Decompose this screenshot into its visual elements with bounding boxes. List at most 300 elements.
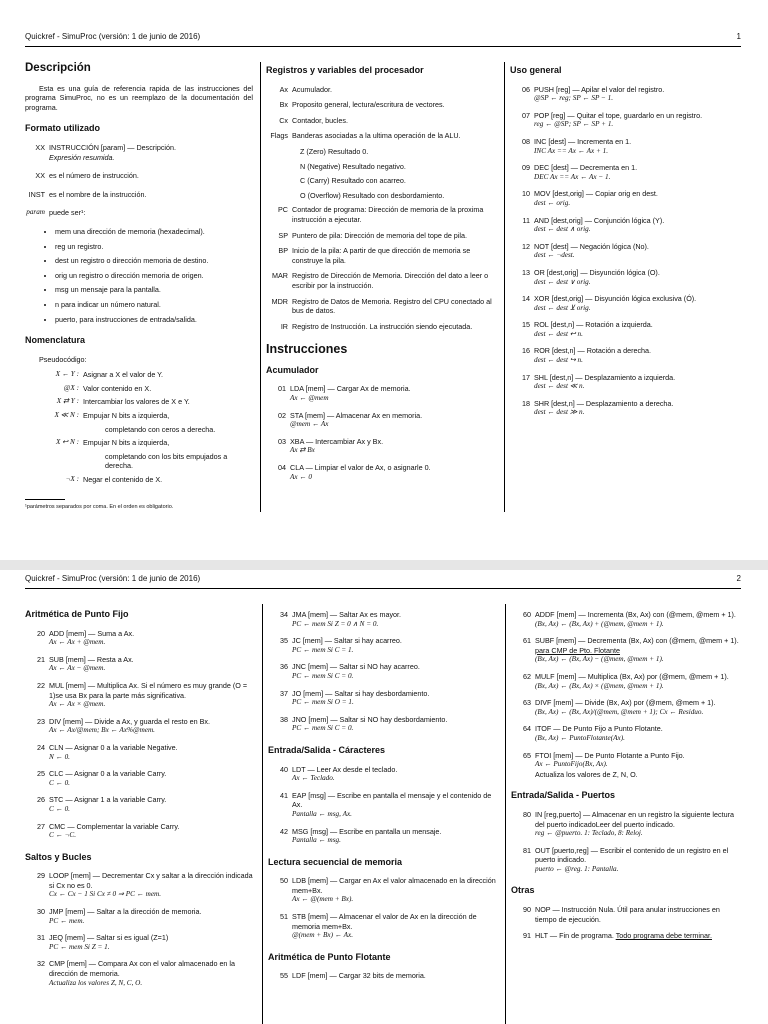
instruction-body <box>535 636 741 665</box>
register-list <box>266 85 500 141</box>
instruction-code: 08 <box>522 136 530 146</box>
instruction-body <box>534 111 740 130</box>
instruction-expression: Pantalla ← msg. <box>292 836 341 845</box>
instruction-body <box>292 662 498 681</box>
instruction-list <box>268 610 500 734</box>
list-item: • msg un mensaje para la pantalla. <box>55 285 253 295</box>
instruction-text: CMP [mem] — Compara Ax con el valor almacenado en la dirección de memoria. <box>49 959 236 979</box>
instruction-text: NOT [dest] — Negación lógica (No). <box>534 241 649 251</box>
instruction-item <box>266 411 500 430</box>
footnote: ¹parámetros separados por coma. En el orden es obligatorio. <box>25 499 65 513</box>
flag-item: C (Carry) Resultado con acarreo. <box>300 176 406 186</box>
instruction-code: 91 <box>523 931 531 941</box>
instruction-text: NOP — Instrucción Nula. Útil para anular instrucciones en tiempo de ejecución. <box>535 905 720 924</box>
instruction-item <box>268 791 500 820</box>
nomenclature-meaning: completando con los bits empujados a derecha. <box>105 451 228 471</box>
column-separator <box>504 62 505 512</box>
register-item <box>266 322 500 332</box>
instruction-body <box>535 846 741 875</box>
instruction-expression: PC ← mem. <box>49 916 85 925</box>
list-item: • dest un registro o dirección memoria de destino. <box>55 256 253 266</box>
instruction-code: 06 <box>522 84 530 94</box>
instruction-body <box>49 655 253 674</box>
instruction-text: XBA — Intercambiar Ax y Bx. <box>290 436 384 446</box>
instruction-item <box>25 959 255 988</box>
nomenclature-row <box>25 425 253 435</box>
instruction-code: 26 <box>37 795 45 805</box>
instruction-body <box>534 85 740 104</box>
section-title: Uso general <box>510 65 562 75</box>
instruction-code: 36 <box>280 662 288 672</box>
instruction-item <box>25 769 255 788</box>
instruction-text: LDB [mem] — Cargar en Ax el valor almacenado en la dirección mem+Bx. <box>292 876 496 895</box>
instruction-item <box>268 636 500 655</box>
instruction-text: POP [reg] — Quitar el tope, guardarlo en un registro. <box>534 110 703 120</box>
nomenclature-row <box>25 370 253 380</box>
flag-item: Z (Zero) Resultado 0. <box>300 146 369 156</box>
instruction-expression: INC Ax == Ax ← Ax + 1. <box>534 146 609 155</box>
instruction-code: 35 <box>280 636 288 646</box>
instruction-expression: dest ← dest ∨ orig. <box>534 277 591 286</box>
instruction-expression: dest ← ¬dest. <box>534 251 575 260</box>
instruction-item <box>25 933 255 952</box>
instruction-code: 18 <box>522 398 530 408</box>
section-title: Descripción <box>25 62 91 74</box>
instruction-item <box>268 715 500 734</box>
instruction-item <box>510 268 742 287</box>
instruction-expression: Cx ← Cx − 1 Si Cx ≠ 0 ⇒ PC ← mem. <box>49 890 162 899</box>
nomenclature-symbol: @X : <box>63 383 79 392</box>
instruction-item <box>511 931 743 941</box>
instruction-expression: Ax ← Ax/@mem; Bx ← Ax%@mem. <box>49 726 155 735</box>
instruction-item <box>511 610 743 629</box>
instruction-expression: Ax ← 0 <box>290 472 312 481</box>
instruction-body <box>534 137 740 156</box>
register-desc: Contador, bucles. <box>292 115 348 125</box>
instruction-item <box>510 111 742 130</box>
nomenclature-row <box>25 475 253 485</box>
register-list <box>266 205 500 331</box>
instruction-code: 64 <box>523 724 531 734</box>
instruction-code: 20 <box>37 628 45 638</box>
instruction-expression: N ← 0. <box>49 752 70 761</box>
flag-item: N (Negative) Resultado negativo. <box>300 161 406 171</box>
nomenclature-meaning: Empujar N bits a izquierda, <box>83 438 170 448</box>
page-number: 1 <box>736 32 741 41</box>
instruction-list <box>266 384 500 482</box>
instruction-body <box>292 715 498 734</box>
instruction-text: JMA [mem] — Saltar Ax es mayor. <box>292 610 402 619</box>
instruction-item <box>511 698 743 717</box>
nomenclature-symbol: X ← Y : <box>55 370 79 379</box>
section-title: Formato utilizado <box>25 123 100 134</box>
instruction-code: 25 <box>37 769 45 779</box>
instruction-text: JNC [mem] — Saltar si NO hay acarreo. <box>292 662 420 672</box>
instruction-item <box>268 827 500 846</box>
instruction-text: CLA — Limpiar el valor de Ax, o asignarle 0. <box>290 463 431 473</box>
instruction-text: DIVF [mem] — Divide (Bx, Ax) por (@mem, @mem + 1). <box>535 698 716 708</box>
instruction-code: 38 <box>280 714 288 724</box>
register-name: MAR <box>272 271 288 281</box>
instruction-code: 24 <box>37 742 45 752</box>
instruction-code: 80 <box>523 809 531 819</box>
instruction-expression: dest ← dest ≫ n. <box>534 408 585 417</box>
format-line: XX INSTRUCCIÓN [param] — Descripción. Expresión resumida. <box>35 142 177 162</box>
instruction-item <box>25 743 255 762</box>
instruction-item <box>510 242 742 261</box>
header-title: Quickref - SimuProc (versión: 1 de junio de 2016) <box>25 574 201 583</box>
register-name: SP <box>278 230 288 240</box>
instruction-expression: @(mem + Bx) ← Ax. <box>292 931 354 940</box>
instruction-item <box>510 373 742 392</box>
section-title: Instrucciones <box>266 342 348 357</box>
instruction-code: 07 <box>522 110 530 120</box>
instruction-list <box>25 871 255 988</box>
instruction-text: ADDF [mem] — Incrementa (Bx, Ax) con (@mem, @mem + 1). <box>535 610 736 619</box>
instruction-code: 31 <box>37 933 45 943</box>
instruction-body <box>290 437 498 456</box>
register-item <box>266 297 500 316</box>
instruction-text: ITOF — De Punto Fijo a Punto Flotante. <box>535 724 663 734</box>
instruction-note: Todo programa debe terminar. <box>615 931 712 941</box>
flag-item: O (Overflow) Resultado con desbordamiento. <box>300 190 445 200</box>
instruction-item <box>510 189 742 208</box>
instruction-text: PUSH [reg] — Apilar el valor del registro. <box>534 84 665 94</box>
instruction-expression: @mem ← Ax <box>290 420 329 429</box>
instruction-body <box>49 907 253 926</box>
instruction-item <box>268 662 500 681</box>
section-title: Entrada/Salida - Puertos <box>511 790 616 801</box>
instruction-body <box>290 411 498 430</box>
instruction-text: FTOI [mem] — De Punto Flotante a Punto Fijo. <box>535 750 685 760</box>
list-item: • puerto, para instrucciones de entrada/salida. <box>55 315 253 325</box>
list-item: • orig un registro o dirección memoria de origen. <box>55 271 253 281</box>
instruction-text: JEQ [mem] — Saltar si es igual (Z=1) <box>49 933 169 943</box>
instruction-item <box>511 751 743 780</box>
instruction-body <box>534 163 740 182</box>
instruction-body <box>535 672 741 691</box>
instruction-body <box>49 933 253 952</box>
instruction-item <box>510 320 742 339</box>
register-name: Ax <box>279 84 288 94</box>
instruction-text: SHR [dest,n] — Desplazamiento a derecha. <box>534 398 674 408</box>
page-gap <box>0 560 768 570</box>
instruction-body <box>290 384 498 403</box>
instruction-item <box>510 137 742 156</box>
instruction-item <box>268 912 500 941</box>
register-desc: Puntero de pila: Dirección de memoria del tope de pila. <box>292 230 467 240</box>
instruction-text: IN [reg,puerto] — Almacenar en un registro la siguiente lectura del puerto indicadoLeer del puerto indicado. <box>535 809 734 829</box>
instruction-body <box>292 827 498 846</box>
list-item: • n para indicar un número natural. <box>55 300 253 310</box>
instruction-body <box>49 681 253 710</box>
instruction-text: ROL [dest,n] — Rotación a izquierda. <box>534 320 653 330</box>
register-item <box>266 231 500 241</box>
instruction-code: 37 <box>280 688 288 698</box>
instruction-code: 16 <box>522 346 530 356</box>
instruction-code: 14 <box>522 294 530 304</box>
column-1 <box>25 64 253 512</box>
register-desc: Banderas asociadas a la ultima operación de la ALU. <box>292 131 461 141</box>
instruction-text: STC — Asignar 1 a la variable Carry. <box>49 795 167 805</box>
register-item <box>266 246 500 265</box>
instruction-list <box>510 85 742 418</box>
instruction-text: INC [dest] — Incrementa en 1. <box>534 136 632 146</box>
param-list <box>55 227 253 324</box>
instruction-code: 60 <box>523 610 531 619</box>
instruction-body <box>534 268 740 287</box>
instruction-text: JO [mem] — Saltar si hay desbordamiento. <box>292 688 430 698</box>
instruction-text: HLT — Fin de programa. <box>535 931 614 941</box>
instruction-expression: Ax ← PuntoFijo(Bx, Ax). <box>535 760 608 769</box>
instruction-text: LDT — Leer Ax desde el teclado. <box>292 764 398 774</box>
instruction-expression: Ax ← @(mem + Bx). <box>292 895 354 904</box>
instruction-code: 10 <box>522 189 530 199</box>
instruction-body <box>535 751 741 780</box>
nomenclature-symbol: X ↩ N : <box>56 438 79 447</box>
instruction-expression: C ← ¬C. <box>49 831 77 840</box>
instruction-body <box>49 822 253 841</box>
instruction-text: OR [dest,orig] — Disyunción lógica (O). <box>534 267 660 277</box>
instruction-code: 51 <box>280 912 288 922</box>
instruction-code: 04 <box>278 463 286 473</box>
pseudocode-intro: Pseudocódigo: <box>39 354 87 364</box>
instruction-body <box>49 743 253 762</box>
instruction-body <box>49 959 253 988</box>
instruction-item <box>510 163 742 182</box>
running-header <box>25 32 741 46</box>
section-title: Lectura secuencial de memoria <box>268 856 403 867</box>
instruction-body <box>292 689 498 708</box>
instruction-expression: Ax ← Teclado. <box>292 774 335 783</box>
instruction-item <box>25 681 255 710</box>
instruction-text: DEC [dest] — Decrementa en 1. <box>534 163 638 173</box>
nomenclature-row <box>25 411 253 421</box>
instruction-code: 12 <box>522 241 530 251</box>
instruction-expression: (Bx, Ax) ← PuntoFlotante(Ax). <box>535 733 625 742</box>
instruction-expression: dest ← dest ∧ orig. <box>534 225 591 234</box>
nomenclature-meaning: Valor contenido en X. <box>83 383 152 393</box>
section-title: Aritmética de Punto Flotante <box>268 951 391 962</box>
instruction-text: OUT [puerto,reg] — Escribir el contenido de un registro en el puerto indicado. <box>535 845 729 865</box>
format-line: param puede ser¹: <box>26 208 86 218</box>
instruction-list <box>268 876 500 941</box>
register-desc: Registro de Instrucción. La instrucción siendo ejecutada. <box>292 321 473 331</box>
instruction-body <box>534 399 740 418</box>
instruction-code: 22 <box>37 680 45 690</box>
instruction-body <box>534 242 740 261</box>
instruction-code: 62 <box>523 671 531 681</box>
register-item <box>266 205 500 224</box>
instruction-body <box>292 876 498 905</box>
register-name: Flags <box>270 131 288 141</box>
instruction-expression: (Bx, Ax) ← (Bx, Ax) − (@mem, @mem + 1). <box>535 655 664 664</box>
column-1 <box>25 610 255 995</box>
instruction-item <box>266 463 500 482</box>
flag-list <box>266 147 500 200</box>
instruction-text: ROR [dest,n] — Rotación a derecha. <box>534 346 652 356</box>
register-desc: Contador de programa: Dirección de memoria de la proxima instrucción a ejecutar. <box>292 205 484 224</box>
instruction-item <box>510 216 742 235</box>
instruction-expression: reg ← @SP; SP ← SP + 1. <box>534 120 614 129</box>
instruction-expression: C ← 0. <box>49 804 70 813</box>
instruction-item <box>268 610 500 629</box>
format-line: XX es el número de instrucción. <box>35 171 139 181</box>
header-rule <box>25 588 741 589</box>
instruction-body <box>292 636 498 655</box>
instruction-expression: PC ← mem Si Z = 1. <box>49 942 110 951</box>
instruction-expression: @SP ← reg; SP ← SP − 1. <box>534 94 614 103</box>
instruction-item <box>25 795 255 814</box>
instruction-expression: Actualiza los valores Z, N, C, O. <box>49 978 143 987</box>
instruction-expression: PC ← mem Si C = 1. <box>292 645 354 654</box>
register-desc: Acumulador. <box>292 84 332 94</box>
instruction-expression: Ax ← @mem <box>290 394 329 403</box>
column-2 <box>268 610 500 988</box>
instruction-code: 63 <box>523 698 531 708</box>
instruction-body <box>49 795 253 814</box>
instruction-body <box>535 931 741 941</box>
register-name: Bx <box>279 100 288 110</box>
nomenclature-symbol <box>25 425 79 435</box>
instruction-code: 23 <box>37 716 45 726</box>
instruction-text: CLC — Asignar 0 a la variable Carry. <box>49 769 167 779</box>
instruction-body <box>535 724 741 743</box>
instruction-expression: Pantalla ← msg, Ax. <box>292 809 352 818</box>
instruction-text: ADD [mem] — Suma a Ax. <box>49 628 135 638</box>
register-name: IR <box>280 321 288 331</box>
register-desc: Inicio de la pila: A partir de que dirección de memoria se construye la pila. <box>292 246 471 265</box>
instruction-code: 65 <box>523 750 531 760</box>
instruction-code: 01 <box>278 384 286 394</box>
instruction-code: 15 <box>522 320 530 330</box>
instruction-text: STA [mem] — Almacenar Ax en memoria. <box>290 410 423 420</box>
instruction-code: 13 <box>522 267 530 277</box>
instruction-item <box>268 876 500 905</box>
instruction-list <box>25 629 255 841</box>
section-title: Registros y variables del procesador <box>266 65 424 75</box>
instruction-body <box>534 189 740 208</box>
instruction-expression: C ← 0. <box>49 778 70 787</box>
instruction-code: 41 <box>280 790 288 800</box>
instruction-code: 21 <box>37 654 45 664</box>
section-title: Acumulador <box>266 364 319 375</box>
instruction-note: para CMP de Pto. Flotante <box>535 645 620 655</box>
instruction-text: CLN — Asignar 0 a la variable Negative. <box>49 742 178 752</box>
instruction-text: EAP [msg] — Escribe en pantalla el mensaje y el contenido de Ax. <box>292 790 492 810</box>
instruction-body <box>535 698 741 717</box>
instruction-code: 03 <box>278 436 286 446</box>
register-name: BP <box>278 246 288 256</box>
instruction-item <box>268 765 500 784</box>
instruction-list <box>268 765 500 846</box>
instruction-text: DIV [mem] — Divide a Ax, y guarda el resto en Bx. <box>49 716 210 726</box>
instruction-body <box>535 905 741 924</box>
instruction-text: LOOP [mem] — Decrementar Cx y saltar a la dirección indicada si Cx no es 0. <box>49 871 253 890</box>
instruction-body <box>534 216 740 235</box>
register-name: MDR <box>271 296 288 306</box>
register-item <box>266 116 500 126</box>
instruction-text: SUBF [mem] — Decrementa (Bx, Ax) con (@mem, @mem + 1). <box>535 636 739 646</box>
instruction-body <box>49 769 253 788</box>
page-2 <box>0 570 768 1024</box>
column-separator <box>505 604 506 1024</box>
instruction-text: SHL [dest,n] — Desplazamiento a izquierda. <box>534 372 676 382</box>
format-line: INST es el nombre de la instrucción. <box>28 189 147 199</box>
instruction-item <box>25 717 255 736</box>
instruction-text: SUB [mem] — Resta a Ax. <box>49 654 134 664</box>
instruction-text: LDA [mem] — Cargar Ax de memoria. <box>290 384 411 394</box>
nomenclature-symbol <box>25 452 79 471</box>
instruction-body <box>49 871 253 900</box>
instruction-item <box>510 294 742 313</box>
instruction-item <box>25 822 255 841</box>
instruction-expression: dest ← dest ⊻ orig. <box>534 303 591 312</box>
instruction-list <box>511 905 743 941</box>
column-separator <box>262 604 263 1024</box>
instruction-body <box>535 610 741 629</box>
column-3 <box>511 610 743 948</box>
register-desc: Proposito general, lectura/escritura de vectores. <box>292 100 445 110</box>
instruction-code: 42 <box>280 826 288 836</box>
instruction-expression: (Bx, Ax) ← (Bx, Ax) + (@mem, @mem + 1). <box>535 619 664 628</box>
instruction-item <box>510 346 742 365</box>
nomenclature-symbol: ¬X : <box>65 475 79 484</box>
register-item <box>266 131 500 141</box>
instruction-body <box>49 629 253 648</box>
list-item: • reg un registro. <box>55 242 253 252</box>
section-title: Aritmética de Punto Fijo <box>25 609 129 619</box>
instruction-expression: dest ← dest ↪ n. <box>534 356 583 365</box>
nomenclature-row <box>25 452 253 471</box>
nomenclature-row <box>25 438 253 448</box>
instruction-item <box>25 907 255 926</box>
section-title: Saltos y Bucles <box>25 851 92 862</box>
register-name: Cx <box>279 115 288 125</box>
nomenclature-meaning: Asignar a X el valor de Y. <box>83 370 164 380</box>
section-title: Nomenclatura <box>25 335 86 346</box>
instruction-item <box>510 85 742 104</box>
instruction-expression: DEC Ax == Ax ← Ax − 1. <box>534 172 611 181</box>
nomenclature-meaning: Empujar N bits a izquierda, <box>83 411 170 421</box>
instruction-code: 02 <box>278 410 286 420</box>
instruction-item <box>25 629 255 648</box>
instruction-text: XOR [dest,orig] — Disyunción lógica exclusiva (Ó). <box>534 294 697 304</box>
instruction-expression: Ax ← Ax + @mem. <box>49 638 106 647</box>
nomenclature-meaning: Intercambiar los valores de X e Y. <box>83 397 190 407</box>
instruction-expression: Ax ← Ax × @mem. <box>49 700 106 709</box>
instruction-item <box>268 971 500 981</box>
instruction-code: 81 <box>523 845 531 855</box>
instruction-text: AND [dest,orig] — Conjunción lógica (Y). <box>534 215 665 225</box>
instruction-item <box>25 655 255 674</box>
register-item <box>266 271 500 290</box>
instruction-expression: PC ← mem Si O = 1. <box>292 698 354 707</box>
instruction-body <box>535 810 741 839</box>
instruction-item <box>25 871 255 900</box>
nomenclature-symbol: X ⇄ Y : <box>56 397 79 406</box>
instruction-text: CMC — Complementar la variable Carry. <box>49 821 180 831</box>
instruction-body <box>292 971 498 981</box>
instruction-item <box>510 399 742 418</box>
instruction-text: JNO [mem] — Saltar si NO hay desbordamiento. <box>292 714 448 724</box>
instruction-body <box>534 373 740 392</box>
register-item <box>266 85 500 95</box>
page-number: 2 <box>736 574 741 583</box>
instruction-code: 61 <box>523 636 531 646</box>
instruction-item <box>511 724 743 743</box>
description-text: Esta es una guía de referencia rapida de las instrucciones del programa SimuProc, no es un reemplazo de la documentación del programa. <box>25 83 253 112</box>
